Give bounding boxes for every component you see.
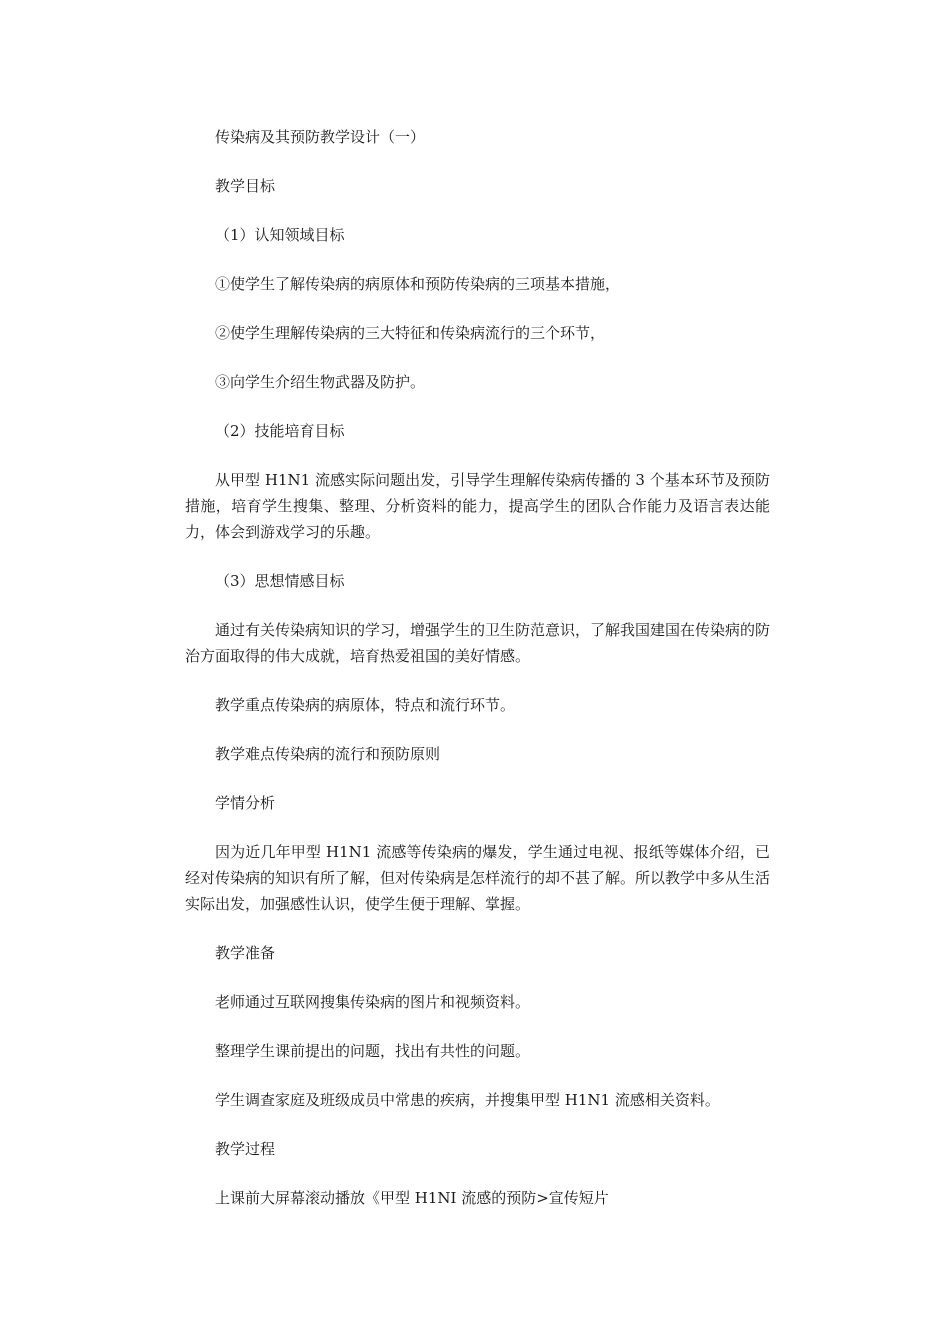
emotion-paragraph: 通过有关传染病知识的学习，增强学生的卫生防范意识，了解我国建国在传染病的防治方面取得的伟大成就，培育热爱祖国的美好情感。 [185,621,771,665]
cognitive-item-3: ③向学生介绍生物武器及防护。 [215,373,426,391]
analysis-paragraph: 因为近几年甲型 H1N1 流感等传染病的爆发，学生通过电视、报纸等媒体介绍，已经对传染病的知识有所了解，但对传染病是怎样流行的却不甚了解。所以教学中多从生活实际出发，加强感性认识，使学生便于理解、掌握。 [185,843,771,913]
key-points: 教学重点传染病的病原体，特点和流行环节。 [215,696,516,714]
cognitive-item-2: ②使学生理解传染病的三大特征和传染病流行的三个环节， [215,324,606,342]
cognitive-item-1: ①使学生了解传染病的病原体和预防传染病的三项基本措施， [215,275,621,293]
skills-paragraph: 从甲型 H1N1 流感实际问题出发，引导学生理解传染病传播的 3 个基本环节及预防措施，培育学生搜集、整理、分析资料的能力，提高学生的团队合作能力及语言表达能力，体会到游戏学习的乐趣。 [185,471,770,541]
prep-item-1: 老师通过互联网搜集传染病的图片和视频资料。 [215,993,531,1011]
difficulties: 教学难点传染病的流行和预防原则 [215,745,441,763]
prep-item-3: 学生调查家庭及班级成员中常患的疾病，并搜集甲型 H1N1 流感相关资料。 [215,1091,720,1109]
process-text: 上课前大屏幕滚动播放《甲型 H1NI 流感的预防>宣传短片 [215,1189,609,1207]
cognitive-heading: （1）认知领域目标 [215,226,345,244]
prep-item-2: 整理学生课前提出的问题，找出有共性的问题。 [215,1042,531,1060]
emotion-heading: （3）思想情感目标 [215,572,345,590]
objectives-heading: 教学目标 [215,177,276,195]
document-body [185,124,770,1211]
process-heading: 教学过程 [215,1140,276,1158]
skills-heading: （2）技能培育目标 [215,422,345,440]
document-title: 传染病及其预防教学设计（一） [215,128,426,146]
prep-heading: 教学准备 [215,944,276,962]
analysis-heading: 学情分析 [215,794,276,812]
